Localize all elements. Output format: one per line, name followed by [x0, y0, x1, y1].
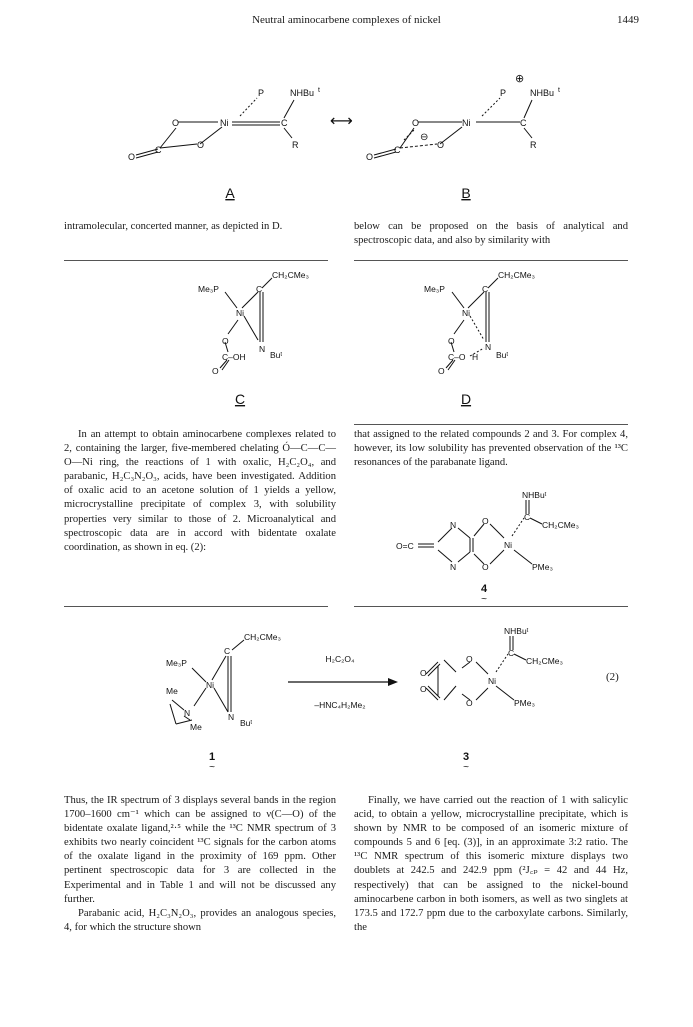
- atom-label: R: [530, 140, 537, 150]
- positive-charge: ⊕: [515, 73, 525, 85]
- atom-label: O: [366, 152, 374, 162]
- atom-label: O: [420, 684, 427, 694]
- atom-label: t: [318, 87, 320, 94]
- atom-label: Buᵗ: [240, 718, 253, 728]
- atom-label: Ni: [462, 118, 471, 128]
- atom-label: NHBuᵗ: [504, 626, 529, 636]
- atom-label: PMe₃: [514, 698, 535, 708]
- atom-label: Ni: [236, 308, 245, 318]
- paragraph: Thus, the IR spectrum of 3 displays several bands in the region 1700–1600 cm⁻¹ which can be assigned to ν(C—O) of the bidentate oxalate ligand,²·⁵ while the ¹³C NMR spectrum of 3 exhibits two nearly coincident ¹³C signals for the carbon atoms of the oxalate ligand in the proximity of 169 ppm. Other pertinent spectroscopic data for 3 are collected in the Experimental and in Table 1 and will not be discussed any further.: [64, 795, 336, 905]
- reagent-label: H₂C₂O₄: [325, 654, 355, 664]
- atom-label: O: [172, 118, 180, 128]
- atom-label: C: [482, 284, 489, 294]
- paragraph: below can be proposed on the basis of analytical and spectroscopic data, and also by similarity with: [354, 221, 628, 247]
- structure-3-bonds: [426, 636, 526, 700]
- atom-label: H: [472, 352, 479, 362]
- atom-label: N: [450, 520, 457, 530]
- atom-label: Me: [190, 722, 202, 732]
- structure-4: [354, 486, 628, 604]
- paragraph: that assigned to the related compounds 2 and 3. For complex 4, however, its low solubility has prevented observation of the ¹³C resonances of the parabanate ligand.: [354, 429, 628, 469]
- atom-label: Ni: [206, 680, 215, 690]
- atom-label: O: [197, 140, 205, 150]
- atom-label: N: [184, 708, 191, 718]
- atom-label: Ni: [220, 118, 229, 128]
- atom-label: PMe₃: [532, 562, 553, 572]
- atom-label: N: [450, 562, 457, 572]
- atom-label: Ni: [504, 540, 513, 550]
- paragraph: In an attempt to obtain aminocarbene complexes related to 2, containing the larger, five-membered chelating Ó—C—C—O—Ni ring, the reactions of 1 with oxalic, H₂C₂O₄, and parabanic, H₂C₃N₂O₃, acids, have been investigated. Addition of oxalic acid to an acetone solution of 1 yields a yellow, microcrystalline precipitate of complex 3, with solubility properties very similar to those of 2. Microanalytical and spectroscopic data are in accord with bidentate oxalate coordination, as shown in eq. (2):: [64, 429, 336, 553]
- atom-label: Buᵗ: [496, 350, 509, 360]
- atom-label: Ni: [488, 676, 497, 686]
- running-title: Neutral aminocarbene complexes of nickel: [252, 14, 441, 26]
- structure-1-labels: [166, 632, 281, 732]
- atom-label: C: [524, 512, 531, 522]
- atom-label: O: [128, 152, 136, 162]
- atom-label: O=C: [396, 541, 414, 551]
- atom-label: O: [420, 668, 427, 678]
- structure-label-a: A: [225, 185, 235, 201]
- atom-label: C: [508, 648, 515, 658]
- compound-number: 1: [208, 751, 216, 763]
- upper-left-column: [64, 220, 336, 234]
- atom-label: C–OH: [222, 352, 246, 362]
- atom-label: Me₃P: [198, 284, 219, 294]
- structure-label-c: C: [234, 391, 246, 407]
- structure-a-labels: [128, 87, 320, 162]
- upper-right-column: [354, 220, 628, 248]
- rule: [354, 606, 628, 607]
- lower-right-column: [354, 794, 628, 935]
- atom-label: CH₂CMe₃: [244, 632, 281, 642]
- atom-label: C–O: [448, 352, 466, 362]
- equation-number: (2): [606, 671, 619, 683]
- atom-label: NHBuᵗ: [522, 490, 547, 500]
- structure-d-labels: [424, 270, 535, 376]
- atom-label: Me₃P: [424, 284, 445, 294]
- paragraph: Finally, we have carried out the reaction of 1 with salicylic acid, to obtain a yellow, microcrystalline precipitate, which is shown by NMR to be composed of an isomeric mixture of compounds 5 and 6 [eq. (3)], in an approximate 3:2 ratio. The ¹³C NMR spectrum of this isomeric mixture displays two doublets at 242.5 and 242.9 ppm (²J꜀ₚ = 42 and 44 Hz, respectively) that can be assigned to the nickel-bound aminocarbene carbon in both isomers, as well as two singlets at 173.5 and 172.7 ppm due to the carboxylate carbons. Similarly, the: [354, 795, 628, 933]
- atom-label: C: [224, 646, 231, 656]
- atom-label: N: [485, 342, 492, 352]
- atom-label: O: [482, 562, 489, 572]
- atom-label: O: [438, 366, 445, 376]
- rule: [64, 260, 328, 261]
- byproduct-label: –HNC₄H₂Me₂: [314, 700, 366, 710]
- structure-b-labels: [366, 73, 560, 162]
- structure-3-labels: [420, 626, 563, 708]
- structure-label-d: D: [460, 391, 472, 407]
- atom-label: C: [256, 284, 263, 294]
- reaction-arrow: [288, 678, 398, 686]
- lower-left-column: [64, 794, 336, 935]
- atom-label: C: [281, 118, 288, 128]
- atom-label: Me₃P: [166, 658, 187, 668]
- atom-label: C: [394, 145, 401, 155]
- resonance-structures-ab: [0, 60, 693, 210]
- structures-cd: [0, 262, 693, 420]
- rule: [354, 424, 628, 425]
- atom-label: O: [412, 118, 420, 128]
- compound-number: 3: [462, 751, 470, 763]
- atom-label: C: [520, 118, 527, 128]
- atom-label: CH₂CMe₃: [498, 270, 535, 280]
- resonance-arrow: ⟷: [330, 113, 353, 130]
- negative-charge: ⊖: [420, 132, 429, 143]
- equation-2: [0, 620, 693, 780]
- paragraph: intramolecular, concerted manner, as depicted in D.: [64, 221, 283, 232]
- atom-label: R: [292, 140, 299, 150]
- atom-label: CH₂CMe₃: [526, 656, 563, 666]
- atom-label: N: [228, 712, 235, 722]
- atom-label: O: [466, 654, 473, 664]
- atom-label: O: [448, 336, 455, 346]
- atom-label: O: [466, 698, 473, 708]
- atom-label: O: [222, 336, 229, 346]
- tilde-mark: ~: [481, 594, 487, 604]
- structure-4-bonds: [418, 500, 542, 564]
- mid-left-column: [64, 428, 336, 555]
- atom-label: C: [155, 145, 162, 155]
- page-number: 1449: [617, 14, 639, 26]
- structure-c-labels: [198, 270, 309, 376]
- atom-label: O: [212, 366, 219, 376]
- atom-label: t: [558, 87, 560, 94]
- structure-4-labels: [396, 490, 579, 572]
- atom-label: O: [482, 516, 489, 526]
- mid-right-column: [354, 428, 628, 470]
- atom-label: O: [437, 140, 445, 150]
- tilde-mark: ~: [463, 762, 469, 773]
- atom-label: CH₂CMe₃: [272, 270, 309, 280]
- rule: [354, 260, 628, 261]
- atom-label: NHBu: [290, 88, 315, 98]
- tilde-mark: ~: [209, 762, 215, 773]
- compound-number: 4: [480, 583, 488, 595]
- structure-label-b: B: [461, 185, 471, 201]
- paragraph: Parabanic acid, H₂C₃N₂O₃, provides an analogous species, 4, for which the structure shown: [64, 907, 336, 933]
- atom-label: NHBu: [530, 88, 555, 98]
- atom-label: P: [500, 88, 507, 98]
- running-header: [0, 14, 693, 30]
- atom-label: Buᵗ: [270, 350, 283, 360]
- atom-label: CH₂CMe₃: [542, 520, 579, 530]
- rule: [64, 606, 328, 607]
- atom-label: N: [259, 344, 266, 354]
- atom-label: P: [258, 88, 265, 98]
- atom-label: Me: [166, 686, 178, 696]
- atom-label: Ni: [462, 308, 471, 318]
